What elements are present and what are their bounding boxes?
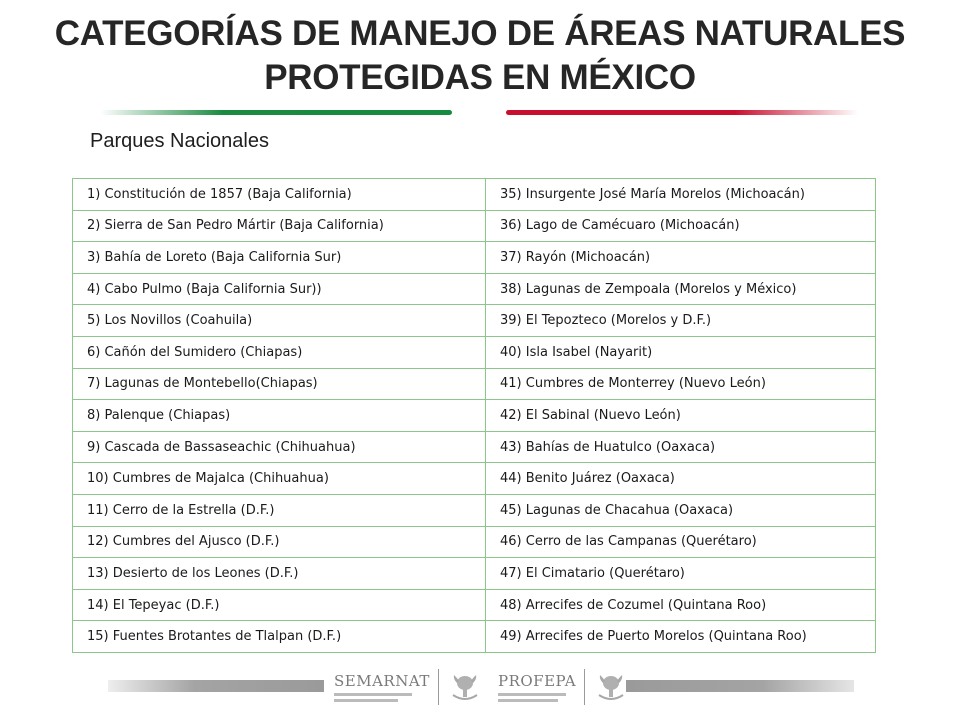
park-cell-left: 7) Lagunas de Montebello(Chiapas) bbox=[73, 368, 486, 400]
park-cell-left: 9) Cascada de Bassaseachic (Chihuahua) bbox=[73, 431, 486, 463]
park-cell-right: 49) Arrecifes de Puerto Morelos (Quintana Roo) bbox=[486, 621, 876, 653]
park-cell-left: 12) Cumbres del Ajusco (D.F.) bbox=[73, 526, 486, 558]
park-cell-right: 42) El Sabinal (Nuevo León) bbox=[486, 400, 876, 432]
park-cell-left: 15) Fuentes Brotantes de Tlalpan (D.F.) bbox=[73, 621, 486, 653]
park-cell-left: 11) Cerro de la Estrella (D.F.) bbox=[73, 494, 486, 526]
table-row bbox=[73, 242, 876, 274]
park-cell-left: 8) Palenque (Chiapas) bbox=[73, 400, 486, 432]
park-cell-left: 14) El Tepeyac (D.F.) bbox=[73, 589, 486, 621]
park-cell-left: 13) Desierto de los Leones (D.F.) bbox=[73, 558, 486, 590]
park-cell-right: 45) Lagunas de Chacahua (Oaxaca) bbox=[486, 494, 876, 526]
park-cell-right: 40) Isla Isabel (Nayarit) bbox=[486, 336, 876, 368]
table-row bbox=[73, 621, 876, 653]
park-cell-right: 39) El Tepozteco (Morelos y D.F.) bbox=[486, 305, 876, 337]
table-row bbox=[73, 179, 876, 211]
park-cell-right: 37) Rayón (Michoacán) bbox=[486, 242, 876, 274]
semarnat-logo-text: SEMARNAT bbox=[334, 672, 430, 690]
table-row bbox=[73, 305, 876, 337]
park-cell-left: 1) Constitución de 1857 (Baja California) bbox=[73, 179, 486, 211]
footer-bar-right bbox=[626, 680, 854, 692]
park-cell-right: 36) Lago de Camécuaro (Michoacán) bbox=[486, 210, 876, 242]
table-row bbox=[73, 210, 876, 242]
park-cell-left: 10) Cumbres de Majalca (Chihuahua) bbox=[73, 463, 486, 495]
park-cell-right: 48) Arrecifes de Cozumel (Quintana Roo) bbox=[486, 589, 876, 621]
green-divider bbox=[100, 110, 452, 115]
park-cell-right: 46) Cerro de las Campanas (Querétaro) bbox=[486, 526, 876, 558]
table-row bbox=[73, 368, 876, 400]
park-cell-right: 41) Cumbres de Monterrey (Nuevo León) bbox=[486, 368, 876, 400]
mexico-coat-of-arms-icon bbox=[593, 669, 629, 705]
park-cell-right: 44) Benito Juárez (Oaxaca) bbox=[486, 463, 876, 495]
logo-separator bbox=[584, 669, 585, 705]
park-cell-left: 3) Bahía de Loreto (Baja California Sur) bbox=[73, 242, 486, 274]
logo-separator bbox=[438, 669, 439, 705]
park-cell-right: 47) El Cimatario (Querétaro) bbox=[486, 558, 876, 590]
table-row bbox=[73, 589, 876, 621]
title-line-1: CATEGORÍAS DE MANEJO DE ÁREAS NATURALES bbox=[54, 14, 906, 53]
park-cell-right: 38) Lagunas de Zempoala (Morelos y México) bbox=[486, 273, 876, 305]
footer-bar-left bbox=[108, 680, 324, 692]
park-cell-left: 6) Cañón del Sumidero (Chiapas) bbox=[73, 336, 486, 368]
section-subtitle: Parques Nacionales bbox=[90, 130, 269, 152]
profepa-logo-text: PROFEPA bbox=[498, 672, 577, 690]
semarnat-logo bbox=[334, 664, 483, 710]
park-cell-right: 43) Bahías de Huatulco (Oaxaca) bbox=[486, 431, 876, 463]
park-cell-left: 2) Sierra de San Pedro Mártir (Baja California) bbox=[73, 210, 486, 242]
table-row bbox=[73, 526, 876, 558]
red-divider bbox=[506, 110, 858, 115]
mexico-coat-of-arms-icon bbox=[447, 669, 483, 705]
table-row bbox=[73, 463, 876, 495]
table-row bbox=[73, 400, 876, 432]
page-title bbox=[0, 12, 960, 100]
table-row bbox=[73, 558, 876, 590]
profepa-logo bbox=[498, 664, 629, 710]
table-row bbox=[73, 431, 876, 463]
park-cell-right: 35) Insurgente José María Morelos (Michoacán) bbox=[486, 179, 876, 211]
national-parks-table bbox=[72, 178, 876, 653]
park-cell-left: 5) Los Novillos (Coahuila) bbox=[73, 305, 486, 337]
title-line-2: PROTEGIDAS EN MÉXICO bbox=[264, 58, 696, 97]
table-row bbox=[73, 336, 876, 368]
table-body bbox=[73, 179, 876, 653]
table-row bbox=[73, 494, 876, 526]
table-row bbox=[73, 273, 876, 305]
park-cell-left: 4) Cabo Pulmo (Baja California Sur)) bbox=[73, 273, 486, 305]
